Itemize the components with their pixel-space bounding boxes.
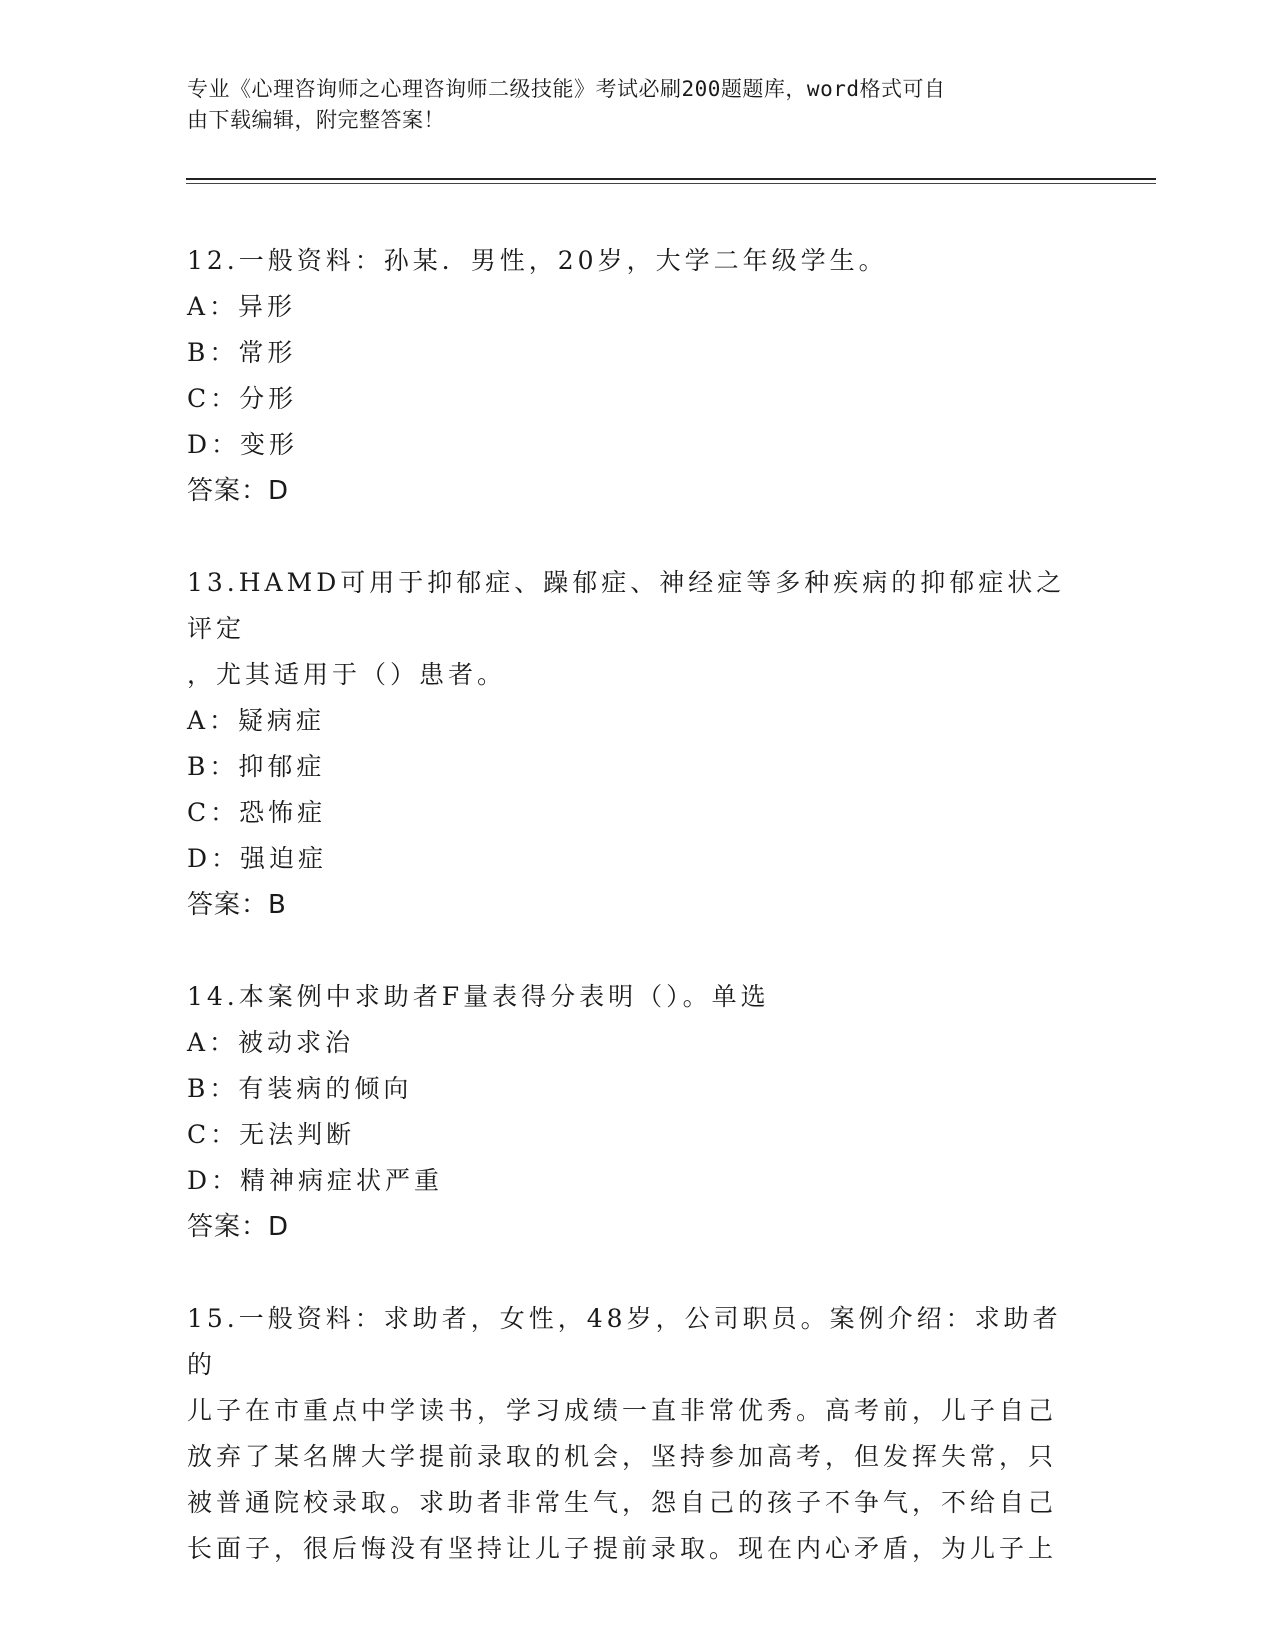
header-line-2: 由下载编辑，附完整答案！ xyxy=(187,108,445,132)
option-b: B：常形 xyxy=(187,338,297,367)
question-text: 12.一般资料：孙某．男性，20岁，大学二年级学生。 xyxy=(187,246,888,275)
question-text-line-2: 儿子在市重点中学读书，学习成绩一直非常优秀。高考前，儿子自己 xyxy=(187,1396,1058,1425)
question-text-line-4: 被普通院校录取。求助者非常生气，怨自己的孩子不争气，不给自己 xyxy=(187,1488,1058,1517)
question-list xyxy=(187,238,1087,1618)
document-header xyxy=(187,74,1067,136)
answer: 答案：D xyxy=(187,1212,290,1242)
option-c: C：恐怖症 xyxy=(187,798,327,827)
question-text-line-1: 15.一般资料：求助者，女性，48岁，公司职员。案例介绍：求助者的 xyxy=(187,1304,1062,1379)
header-divider-thin xyxy=(186,183,1156,184)
answer: 答案：D xyxy=(187,476,290,506)
option-b: B：有装病的倾向 xyxy=(187,1074,413,1103)
header-line-1: 专业《心理咨询师之心理咨询师二级技能》考试必刷200题题库，word格式可自 xyxy=(187,77,946,101)
question-text: 14.本案例中求助者F量表得分表明（）。单选 xyxy=(187,982,770,1011)
question-text-line-2: ，尤其适用于（）患者。 xyxy=(187,660,507,689)
question-15 xyxy=(187,1296,1087,1572)
answer: 答案：B xyxy=(187,890,287,920)
header-divider-thick xyxy=(186,178,1156,180)
option-c: C：无法判断 xyxy=(187,1120,356,1149)
option-a: A：被动求治 xyxy=(187,1028,355,1057)
question-13 xyxy=(187,560,1087,928)
question-12 xyxy=(187,238,1087,514)
question-text-line-3: 放弃了某名牌大学提前录取的机会，坚持参加高考，但发挥失常，只 xyxy=(187,1442,1058,1471)
question-14 xyxy=(187,974,1087,1250)
option-d: D：变形 xyxy=(187,430,299,459)
option-a: A：异形 xyxy=(187,292,297,321)
option-a: A：疑病症 xyxy=(187,706,326,735)
option-d: D：精神病症状严重 xyxy=(187,1166,444,1195)
question-text-line-1: 13.HAMD可用于抑郁症、躁郁症、神经症等多种疾病的抑郁症状之评定 xyxy=(187,568,1066,643)
option-c: C：分形 xyxy=(187,384,298,413)
option-b: B：抑郁症 xyxy=(187,752,326,781)
question-text-line-5: 长面子，很后悔没有坚持让儿子提前录取。现在内心矛盾，为儿子上 xyxy=(187,1534,1058,1563)
option-d: D：强迫症 xyxy=(187,844,328,873)
